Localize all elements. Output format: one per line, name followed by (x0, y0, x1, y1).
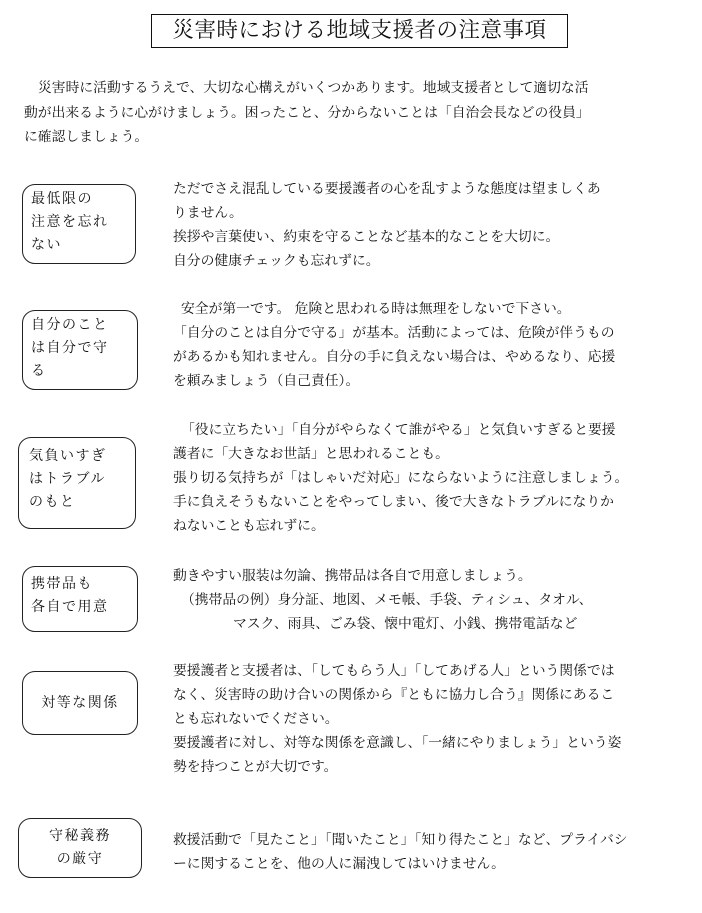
section-text-equal-relationship: 要援護者と支援者は、「してもらう人」「してあげる人」という関係では なく、災害時の助け合いの関係から『ともに協力し合う』関係にあるこ とも忘れないでください。 要援護者に対し、対等な関係を意識し、「一緒にやりましょう」という姿 勢を持つことが大切です。 (173, 663, 622, 775)
section-label-overeagerness: 気負いすぎ はトラブル のもと (18, 437, 136, 529)
intro-line: 災害時に活動するうえで、大切な心構えがいくつかあります。地域支援者として適切な活 (38, 80, 589, 96)
section-label-protect-yourself: 自分のこと は自分で守 る (22, 310, 138, 390)
intro-line: に確認しましょう。 (24, 129, 149, 145)
section-label-supplies: 携帯品も 各自で用意 (22, 566, 138, 632)
section-text-supplies: 動きやすい服装は勿論、携帯品は各自で用意しましょう。 （携帯品の例）身分証、地図、メモ帳、手袋、ティシュ、タオル、 マスク、雨具、ごみ袋、懐中電灯、小銭、携帯電話など (173, 568, 593, 632)
section-label-minimum-care: 最低限の 注意を忘れ ない (22, 184, 136, 264)
section-text-minimum-care: ただでさえ混乱している要援護者の心を乱すような態度は望ましくあ りません。 挨拶や言葉使い、約束を守ることなど基本的なことを大切に。 自分の健康チェックも忘れずに。 (173, 181, 601, 269)
section-label-equal-relationship: 対等な関係 (22, 671, 138, 735)
section-text-overeagerness: 「役に立ちたい」「自分がやらなくて誰がやる」と気負いすぎると要援 護者に「大きなお世話」と思われることも。 張り切る気持ちが「はしゃいだ対応」にならないように注意しましょう。 手に負えそうもないことをやってしまい、後で大きなトラブルになりか ねないことも忘れずに。 (173, 422, 629, 534)
section-label-confidentiality: 守秘義務 の厳守 (18, 818, 142, 878)
intro-paragraph (24, 76, 696, 150)
page-title: 災害時における地域支援者の注意事項 (151, 14, 568, 48)
section-text-protect-yourself: 安全が第一です。 危険と思われる時は無理をしないで下さい。 「自分のことは自分で守る」が基本。活動によっては、危険が伴うもの があるかも知れません。自分の手に負えない場合は、やめるなり、応援 を頼みましょう（自己責任）。 (173, 301, 616, 389)
section-text-confidentiality: 救援活動で「見たこと」「聞いたこと」「知り得たこと」など、プライバシ ーに関することを、他の人に漏洩してはいけません。 (173, 832, 628, 872)
intro-line: 動が出来るように心がけましょう。困ったこと、分からないことは「自治会長などの役員」 (24, 104, 590, 121)
